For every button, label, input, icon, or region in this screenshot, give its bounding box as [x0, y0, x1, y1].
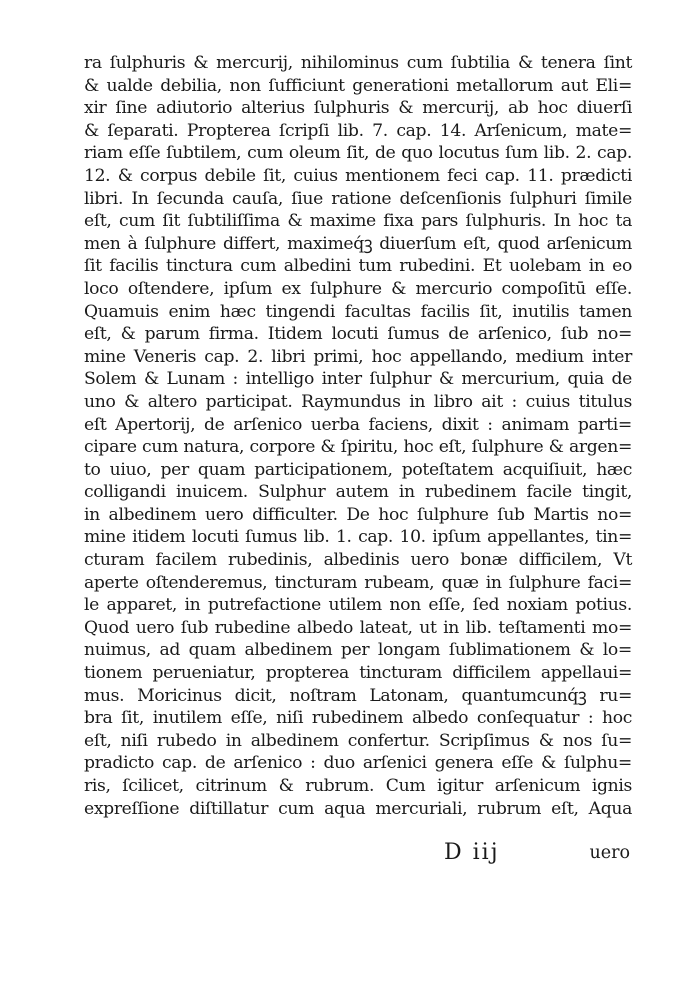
text-line-21: in albedinem uero difficulter. De hoc ſulphure ſub Martis no=	[84, 504, 632, 525]
text-line-23: cturam facilem rubedinis, albedinis uero bonæ difficilem, Vt	[84, 550, 632, 571]
text-line-7: libri. In ſecunda cauſa, ſiue ratione deſcenſionis ſulphuri ſimile	[84, 188, 632, 209]
page-text-block	[84, 52, 632, 820]
text-line-1: ra ſulphuris & mercurij, nihilominus cum ſubtilia & tenera ſint	[84, 53, 632, 73]
text-line-25: le apparet, in putrefactione utilem non eſſe, ſed noxiam potius.	[84, 595, 632, 616]
text-line-18: cipare cum natura, corpore & ſpiritu, hoc eſt, ſulphure & argen=	[84, 437, 632, 458]
text-line-26: Quod uero ſub rubedine albedo lateat, ut in lib. teſtamenti mo=	[84, 617, 632, 638]
text-line-3: xir ſine adiutorio alterius ſulphuris & mercurij, ab hoc diuerſi	[84, 98, 632, 119]
text-line-28: tionem perueniatur, propterea tincturam difficilem appellaui=	[84, 663, 632, 684]
text-line-5: riam eſſe ſubtilem, cum oleum ſit, de quo locutus ſum lib. 2. cap.	[84, 143, 632, 164]
page-footer	[84, 838, 632, 868]
text-line-9: men à ſulphure differt, maximeq́ꝫ diuerſum eſt, quod arſenicum	[84, 233, 632, 254]
text-line-16: uno & altero participat. Raymundus in libro ait : cuius titulus	[84, 391, 632, 412]
text-line-17: eſt Apertorij, de arſenico uerba faciens, dixit : animam parti=	[84, 414, 632, 435]
text-line-10: ſit facilis tinctura cum albedini tum rubedini. Et uolebam in eo	[84, 256, 632, 277]
text-line-4: & ſeparati. Propterea ſcripſi lib. 7. cap. 14. Arſenicum, mate=	[84, 120, 632, 141]
text-line-34: expreſſione diſtillatur cum aqua mercuriali, rubrum eſt, Aqua	[84, 798, 632, 819]
text-line-29: mus. Moricinus dicit, noſtram Latonam, quantumcunq́ꝫ ru=	[84, 685, 632, 706]
text-line-14: mine Veneris cap. 2. libri primi, hoc appellando, medium inter	[84, 346, 632, 367]
text-line-24: aperte oſtenderemus, tincturam rubeam, quæ in ſulphure faci=	[84, 572, 632, 593]
text-line-12: Quamuis enim hæc tingendi facultas facilis ſit, inutilis tamen	[84, 301, 632, 322]
text-line-20: colligandi inuicem. Sulphur autem in rubedinem facile tingit,	[84, 482, 632, 503]
text-line-11: loco oſtendere, ipſum ex ſulphure & mercurio compoſitū eſſe.	[84, 278, 632, 299]
text-line-27: nuimus, ad quam albedinem per longam ſublimationem & lo=	[84, 640, 632, 661]
text-line-33: ris, ſcilicet, citrinum & rubrum. Cum igitur arſenicum ignis	[84, 776, 632, 796]
text-line-13: eſt, & parum firma. Itidem locuti ſumus de arſenico, ſub no=	[84, 324, 632, 345]
text-line-30: bra ſit, inutilem eſſe, niſi rubedinem albedo conſequatur : hoc	[84, 708, 632, 729]
text-line-32: pradicto cap. de arſenico : duo arſenici genera eſſe & ſulphu=	[84, 753, 632, 774]
text-line-8: eſt, cum ſit ſubtiliſſima & maxime fixa pars ſulphuris. In hoc ta	[84, 211, 632, 232]
text-line-15: Solem & Lunam : intelligo inter ſulphur & mercurium, quia de	[84, 369, 632, 390]
text-line-19: to uiuo, per quam participationem, poteſtatem acquiſiuit, hæc	[84, 459, 632, 480]
text-line-31: eſt, niſi rubedo in albedinem confertur. Scripſimus & nos ſu=	[84, 730, 632, 751]
text-line-22: mine itidem locuti ſumus lib. 1. cap. 10. ipſum appellantes, tin=	[84, 527, 632, 548]
text-line-2: & ualde debilia, non ſufficiunt generationi metallorum aut Eli=	[84, 75, 632, 96]
text-line-6: 12. & corpus debile ſit, cuius mentionem feci cap. 11. prædicti	[84, 165, 632, 186]
signature-mark: D iij	[444, 840, 500, 865]
catchword: uero	[589, 843, 630, 863]
